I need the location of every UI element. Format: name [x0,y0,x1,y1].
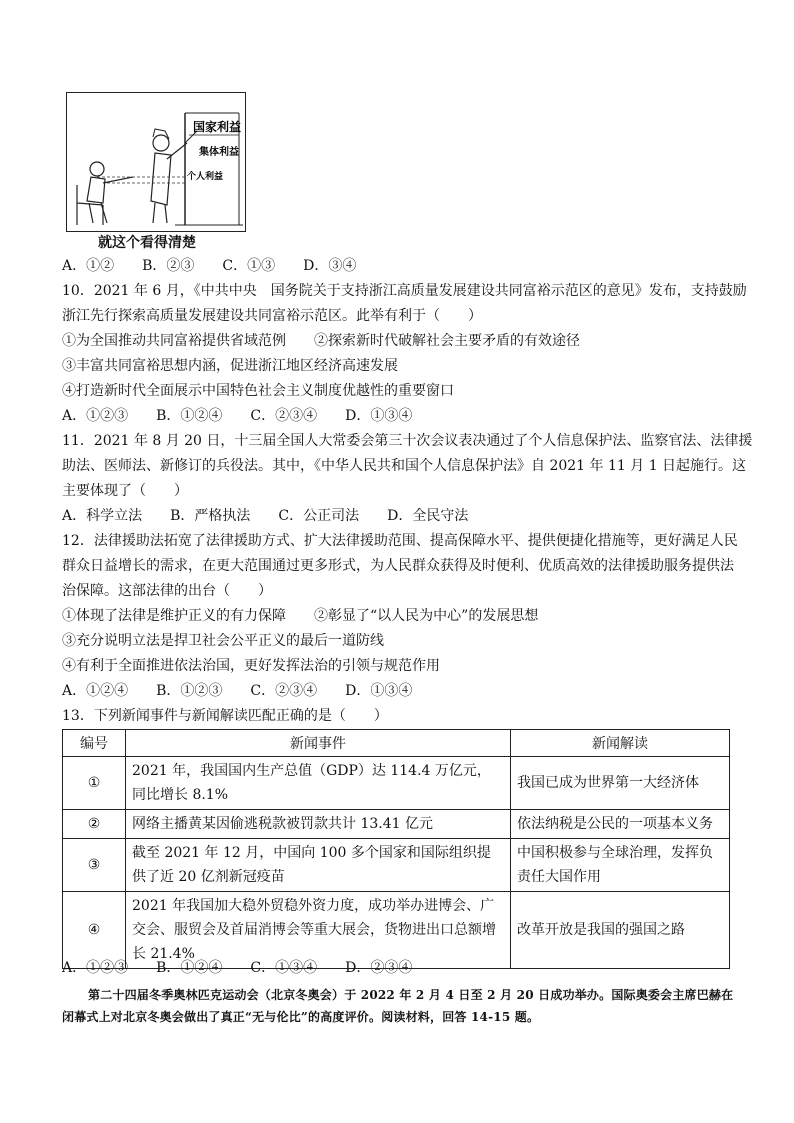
cartoon-figure [66,92,246,232]
table-header-row [63,730,730,757]
q12-options: A．①②④ B．①②③ C．②③④ D．①③④ [62,683,413,699]
row-event: 截至 2021 年 12 月，中国向 100 多个国家和国际组织提供了近 20 亿剂新冠疫苗 [126,839,511,892]
q9-options: A．①② B．②③ C．①③ D．③④ [62,258,357,274]
table-row [63,839,730,892]
table-row [63,757,730,810]
table-row [63,892,730,969]
q11-stem-2: 助法、医师法、新修订的兵役法。其中，《中华人民共和国个人信息保护法》自 2021 年 11 月 1 日起施行。这 [62,458,747,474]
q13-stem: 13．下列新闻事件与新闻解读匹配正确的是（ ） [62,708,388,724]
row-event: 2021 年我国加大稳外贸稳外资力度，成功举办进博会、广交会、服贸会及首届消博会等重大展会，货物进出口总额增长 21.4% [126,892,511,969]
q10-item-2: ③丰富共同富裕思想内涵，促进浙江地区经济高速发展 [62,358,398,374]
row-reading: 中国积极参与全球治理，发挥负责任大国作用 [511,839,730,892]
row-number: ④ [63,892,126,969]
header-event: 新闻事件 [126,730,511,757]
q13-options: A．①②③ B．①②④ C．①③④ D．②③④ [62,960,413,976]
label-personal-interest: 个人利益 [187,172,224,182]
q10-stem-2: 浙江先行探索高质量发展建设共同富裕示范区。此举有利于（ ） [62,308,482,324]
q12-item-3: ④有利于全面推进依法治国，更好发挥法治的引领与规范作用 [62,658,440,674]
q11-stem-3: 主要体现了（ ） [62,483,188,499]
q10-stem-1: 10．2021 年 6 月，《中共中央 国务院关于支持浙江高质量发展建设共同富裕示范区的意见》发布，支持鼓励 [62,283,747,299]
q12-stem-3: 治保障。这部法律的出台（ ） [62,583,272,599]
row-reading: 改革开放是我国的强国之路 [511,892,730,969]
q10-item-3: ④打造新时代全面展示中国特色社会主义制度优越性的重要窗口 [62,383,454,399]
row-number: ① [63,757,126,810]
intro-paragraph: 第二十四届冬季奥林匹克运动会（北京冬奥会）于 2022 年 2 月 4 日至 2 月 20 日成功举办。国际奥委会主席巴赫在闭幕式上对北京冬奥会做出了真正“无与伦比”的高度评价。阅读材料，回答 14-15 题。 [62,988,734,1024]
header-number: 编号 [63,730,126,757]
row-number: ② [63,810,126,839]
row-reading: 依法纳税是公民的一项基本义务 [511,810,730,839]
table-row [63,810,730,839]
q12-item-1: ①体现了法律是维护正义的有力保障 ②彰显了“以人民为中心”的发展思想 [62,608,539,624]
row-reading: 我国已成为世界第一大经济体 [511,757,730,810]
q12-stem-1: 12．法律援助法拓宽了法律援助方式、扩大法律援助范围、提高保障水平、提供便捷化措施等，更好满足人民 [62,533,738,549]
figure-caption: 就这个看得清楚 [98,235,196,251]
label-national-interest: 国家利益 [193,120,242,134]
cartoon-illustration [67,93,244,230]
q10-item-1: ①为全国推动共同富裕提供省域范例 ②探索新时代破解社会主要矛盾的有效途径 [62,333,580,349]
q11-stem-1: 11．2021 年 8 月 20 日，十三届全国人大常委会第三十次会议表决通过了个人信息保护法、监察官法、法律援 [62,433,753,449]
q10-options: A．①②③ B．①②④ C．②③④ D．①③④ [62,408,413,424]
news-table [62,729,730,969]
row-number: ③ [63,839,126,892]
q12-stem-2: 群众日益增长的需求，在更大范围通过更多形式，为人民群众获得及时便利、优质高效的法律援助服务提供法 [62,558,734,574]
label-collective-interest: 集体利益 [199,147,239,158]
row-event: 2021 年，我国国内生产总值（GDP）达 114.4 万亿元，同比增长 8.1% [126,757,511,810]
q11-options: A．科学立法 B．严格执法 C．公正司法 D．全民守法 [62,508,469,524]
header-reading: 新闻解读 [511,730,730,757]
row-event: 网络主播黄某因偷逃税款被罚款共计 13.41 亿元 [126,810,511,839]
q12-item-2: ③充分说明立法是捍卫社会公平正义的最后一道防线 [62,633,384,649]
